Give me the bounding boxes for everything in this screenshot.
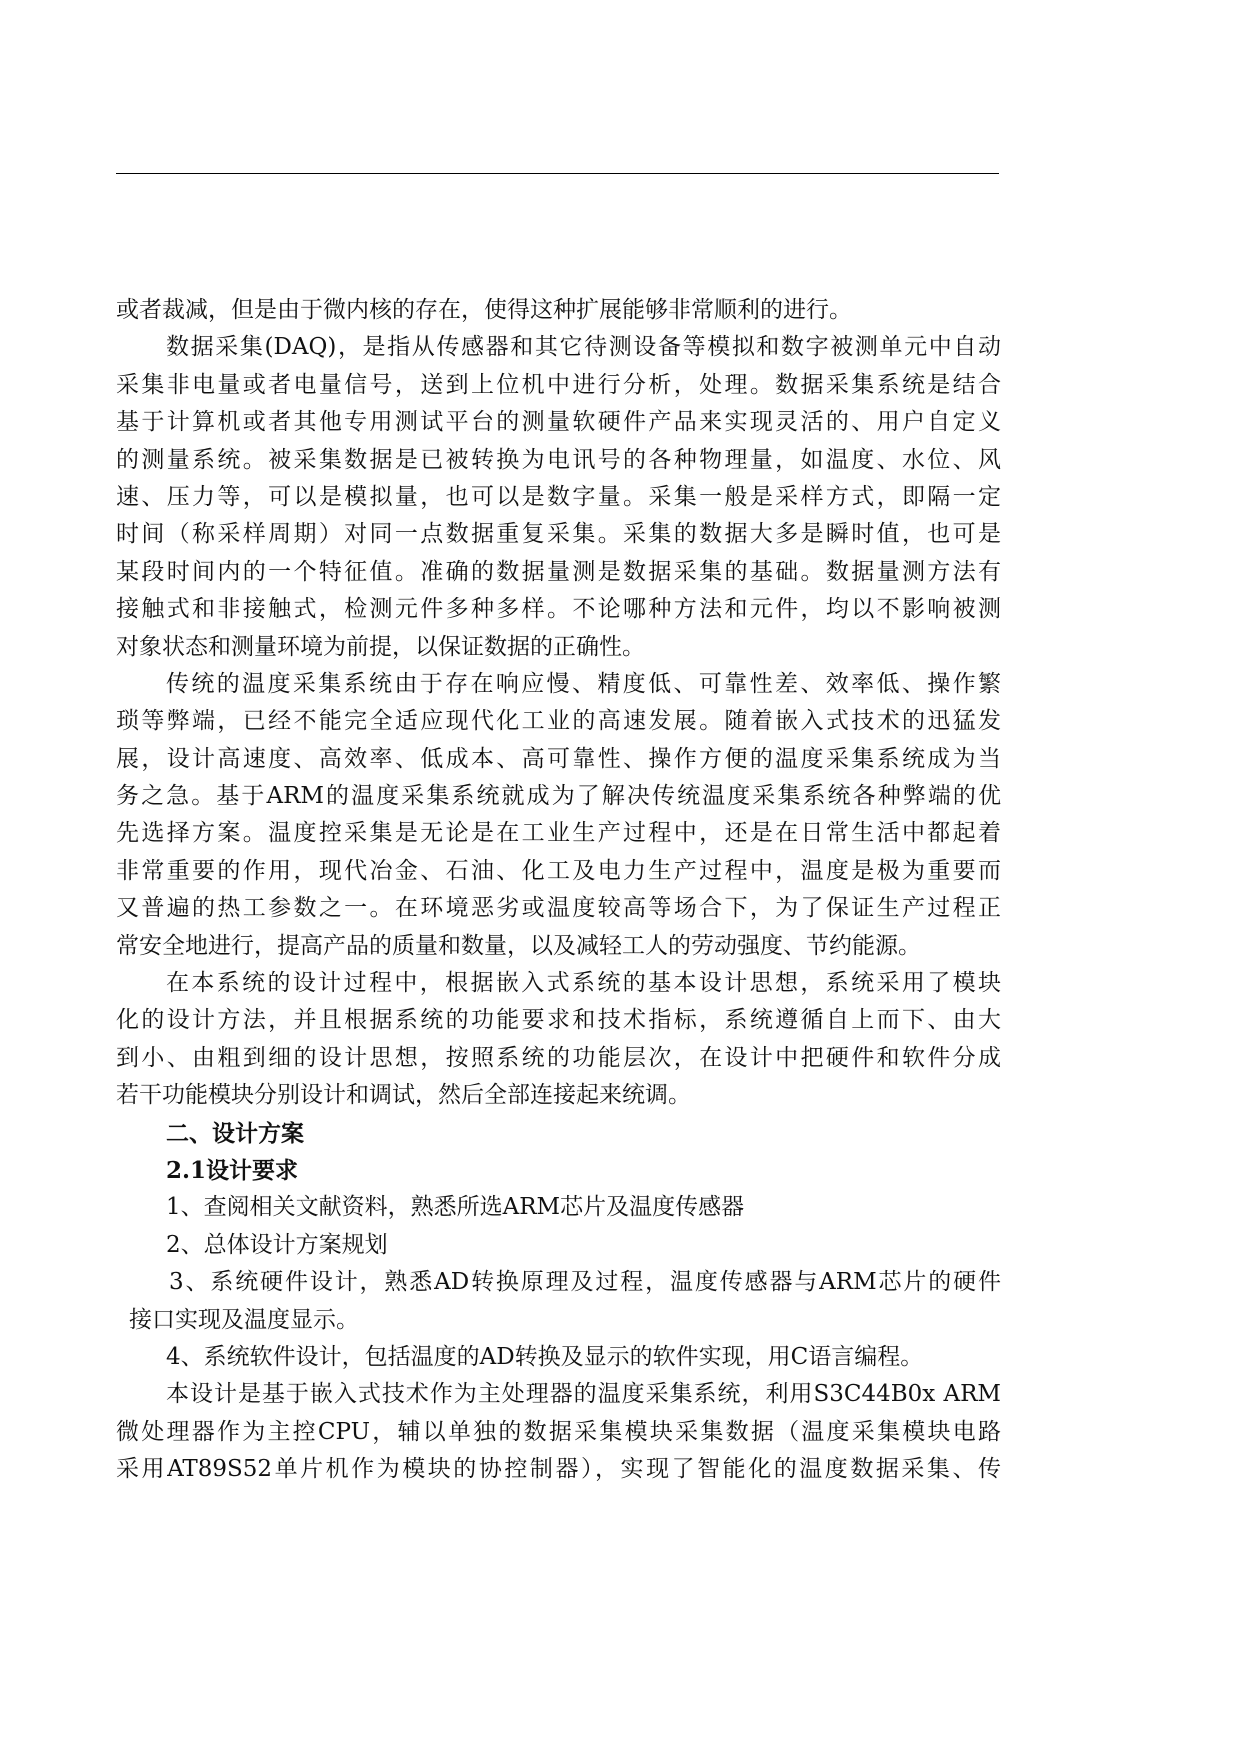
text-line: 本设计是基于嵌入式技术作为主处理器的温度采集系统，利用S3C44B0x ARM	[166, 1381, 1001, 1408]
text-line: 采集非电量或者电量信号，送到上位机中进行分析，处理。数据采集系统是结合	[116, 371, 1001, 398]
text-line: 务之急。基于ARM的温度采集系统就成为了解决传统温度采集系统各种弊端的优	[116, 783, 1001, 810]
text-line: 接触式和非接触式，检测元件多种多样。不论哪种方法和元件，均以不影响被测	[116, 596, 1001, 623]
text-line: 在本系统的设计过程中，根据嵌入式系统的基本设计思想，系统采用了模块	[166, 970, 1001, 997]
text-line: 若干功能模块分别设计和调试，然后全部连接起来统调。	[116, 1082, 691, 1109]
subsection-heading: 2.1设计要求	[166, 1156, 299, 1184]
text-line: 对象状态和测量环境为前提，以保证数据的正确性。	[116, 633, 645, 660]
text-line: 到小、由粗到细的设计思想，按照系统的功能层次，在设计中把硬件和软件分成	[116, 1044, 1001, 1071]
text-line: 的测量系统。被采集数据是已被转换为电讯号的各种物理量，如温度、水位、风	[116, 446, 1001, 473]
text-line: 数据采集(DAQ)，是指从传感器和其它待测设备等模拟和数字被测单元中自动	[166, 334, 1001, 361]
text-line: 接口实现及温度显示。	[129, 1306, 359, 1333]
text-line: 又普遍的热工参数之一。在环境恶劣或温度较高等场合下，为了保证生产过程正	[116, 895, 1001, 922]
text-line: 传统的温度采集系统由于存在响应慢、精度低、可靠性差、效率低、操作繁	[166, 670, 1001, 697]
text-line: 先选择方案。温度控采集是无论是在工业生产过程中，还是在日常生活中都起着	[116, 820, 1001, 847]
page-body	[116, 292, 1001, 1489]
header-rule	[116, 173, 999, 174]
text-line: 化的设计方法，并且根据系统的功能要求和技术指标，系统遵循自上而下、由大	[116, 1007, 1001, 1034]
text-line: 或者裁减，但是由于微内核的存在，使得这种扩展能够非常顺利的进行。	[116, 297, 852, 323]
list-item: 1、查阅相关文献资料，熟悉所选ARM芯片及温度传感器	[166, 1194, 745, 1221]
text-line: 速、压力等，可以是模拟量，也可以是数字量。采集一般是采样方式，即隔一定	[116, 483, 1001, 510]
text-line: 基于计算机或者其他专用测试平台的测量软硬件产品来实现灵活的、用户自定义	[116, 409, 1001, 436]
text-line: 常安全地进行，提高产品的质量和数量，以及减轻工人的劳动强度、节约能源。	[116, 932, 921, 959]
text-line: 非常重要的作用，现代冶金、石油、化工及电力生产过程中，温度是极为重要而	[116, 857, 1001, 884]
text-line: 时间（称采样周期）对同一点数据重复采集。采集的数据大多是瞬时值，也可是	[116, 521, 1001, 548]
list-item: 4、系统软件设计，包括温度的AD转换及显示的软件实现，用C语言编程。	[166, 1343, 924, 1370]
text-line: 某段时间内的一个特征值。准确的数据量测是数据采集的基础。数据量测方法有	[116, 558, 1001, 585]
list-item: 3、系统硬件设计，熟悉AD转换原理及过程，温度传感器与ARM芯片的硬件	[169, 1269, 1001, 1296]
text-line: 展，设计高速度、高效率、低成本、高可靠性、操作方便的温度采集系统成为当	[116, 745, 1001, 772]
section-heading: 二、设计方案	[166, 1119, 304, 1147]
text-line: 琐等弊端，已经不能完全适应现代化工业的高速发展。随着嵌入式技术的迅猛发	[116, 708, 1001, 735]
text-line: 采用AT89S52单片机作为模块的协控制器），实现了智能化的温度数据采集、传	[116, 1456, 1001, 1483]
list-item: 2、总体设计方案规划	[166, 1231, 388, 1258]
text-line: 微处理器作为主控CPU，辅以单独的数据采集模块采集数据（温度采集模块电路	[116, 1418, 1001, 1445]
